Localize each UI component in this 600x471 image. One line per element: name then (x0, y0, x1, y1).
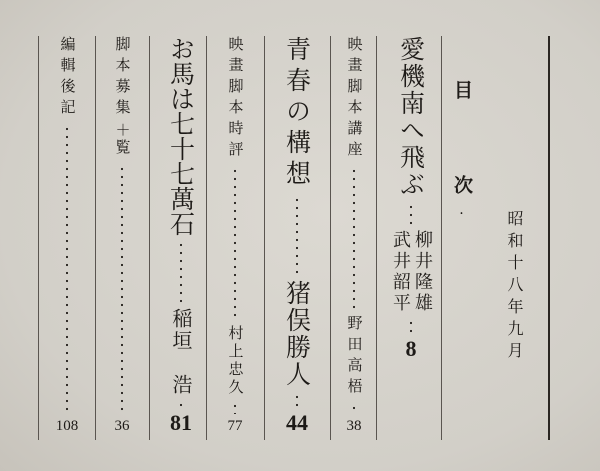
entry-page: 77 (227, 418, 243, 434)
entry-page: 38 (346, 418, 362, 434)
leader-dots (410, 319, 412, 333)
toc-heading-char-2: 次 (451, 175, 473, 194)
publication-date (506, 210, 522, 368)
entry-author: 猪俣勝人 (282, 280, 312, 388)
leader-dots (234, 402, 236, 414)
date-text: 昭和十八年九月 (505, 210, 524, 364)
toc-heading-mark: . (459, 202, 464, 218)
entry-page: 81 (170, 410, 192, 435)
leader-dots (121, 165, 123, 414)
entry-extra-mark: ＋ (113, 122, 132, 137)
leader-dots (234, 167, 236, 320)
column-rule (264, 36, 265, 440)
entry-title: 脚本募集 (113, 36, 132, 120)
column-rule (149, 36, 150, 440)
entry-title: 青春の構想 (282, 36, 312, 191)
entry-page: 44 (286, 410, 308, 435)
entry-author: 野田高梧 (345, 315, 364, 399)
entry-page: 108 (55, 418, 79, 434)
leader-dots (66, 125, 68, 414)
entry-author: 武井韶平 (390, 230, 411, 314)
leader-dots (296, 196, 298, 275)
outer-border-right (548, 36, 550, 440)
toc-entry[interactable] (386, 36, 436, 434)
entry-title: お馬は七十七萬石 (166, 36, 196, 236)
toc-entry[interactable] (337, 36, 371, 434)
leader-dots (180, 401, 182, 407)
entry-author: 柳井隆雄 (412, 230, 433, 314)
leader-dots (296, 393, 298, 407)
toc-entry[interactable] (218, 36, 252, 434)
column-rule (38, 36, 39, 440)
toc-heading-char-1: 目 (451, 80, 473, 99)
entry-page: 8 (405, 336, 417, 361)
entry-title: 編輯後記 (58, 36, 77, 120)
column-rule (330, 36, 331, 440)
toc-heading (452, 80, 471, 99)
toc-heading (452, 175, 471, 218)
toc-entry[interactable] (50, 36, 84, 434)
entry-page: 36 (114, 418, 130, 434)
toc-entry[interactable] (272, 36, 322, 434)
entry-author: 村上忠久 (226, 325, 245, 397)
leader-dots (410, 203, 412, 225)
leader-dots (353, 404, 355, 414)
entry-title: 映畫脚本講座 (345, 36, 364, 162)
column-rule (376, 36, 377, 440)
leader-dots (353, 167, 355, 310)
column-rule (206, 36, 207, 440)
column-rule (441, 36, 442, 440)
entry-author: 覧 (113, 139, 132, 160)
leader-dots (180, 241, 182, 303)
toc-entry[interactable] (105, 36, 139, 434)
entry-title: 愛機南へ飛ぶ (396, 36, 426, 198)
toc-entry[interactable] (157, 36, 205, 434)
entry-author: 稲垣 浩 (169, 308, 193, 396)
entry-authors (391, 230, 431, 314)
entry-title: 映畫脚本時評 (226, 36, 245, 162)
column-rule (95, 36, 96, 440)
